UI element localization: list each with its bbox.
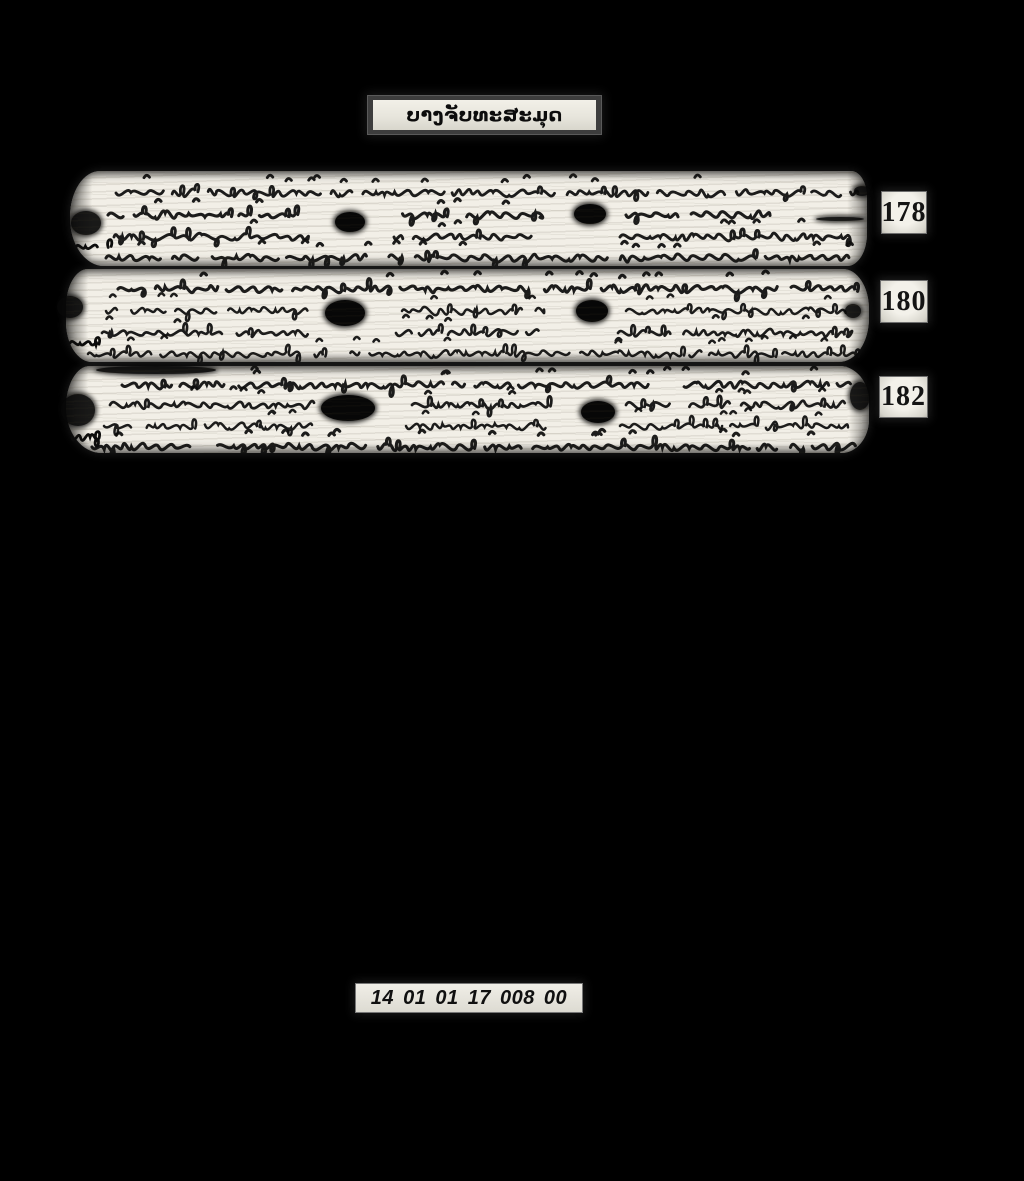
handwritten-text-line-3 [114, 219, 850, 247]
margin-numeral-mark [70, 338, 100, 346]
binding-hole [335, 212, 365, 232]
manuscript-leaf-180 [66, 269, 869, 362]
handwritten-text [70, 171, 867, 266]
page-number-text: 178 [881, 196, 927, 228]
edge-ink-mark [845, 304, 861, 318]
page-number-tag-180 [880, 280, 928, 323]
handwritten-text [66, 269, 869, 362]
manuscript-leaf-182 [66, 366, 869, 453]
catalog-number-text: 14 01 01 17 008 00 [370, 986, 568, 1009]
edge-ink-mark [57, 296, 83, 318]
edge-ink-mark [96, 366, 216, 374]
edge-ink-mark [816, 217, 864, 221]
handwritten-text-line-3 [104, 408, 848, 435]
binding-hole [574, 204, 606, 224]
handwritten-text-line-1 [122, 367, 851, 397]
edge-ink-mark [850, 382, 870, 410]
handwritten-text-line-1 [116, 175, 858, 201]
catalog-number-label [355, 983, 583, 1013]
page-number-tag-178 [881, 191, 927, 234]
page-number-text: 182 [881, 381, 926, 412]
handwritten-text-line-2 [108, 199, 770, 225]
handwritten-text [66, 366, 869, 453]
page-number-tag-182 [879, 376, 928, 418]
binding-hole [576, 300, 608, 322]
handwritten-text-line-3 [102, 315, 852, 337]
title-label-text: ບາງຈັບທະສະມຸດ [406, 104, 563, 126]
binding-hole [321, 395, 375, 421]
handwritten-text-line-1 [118, 271, 858, 301]
edge-ink-mark [71, 211, 101, 235]
margin-numeral-mark [72, 432, 100, 447]
page-number-text: 180 [881, 285, 927, 317]
edge-ink-mark [61, 394, 95, 426]
title-label-plate [373, 100, 596, 130]
binding-hole [325, 300, 365, 326]
title-label [367, 95, 602, 135]
edge-ink-mark [854, 186, 870, 196]
margin-numeral-mark [76, 240, 112, 249]
binding-hole [581, 401, 615, 423]
handwritten-text-line-4 [88, 336, 859, 362]
manuscript-leaf-178 [70, 171, 867, 266]
handwritten-text-line-4 [92, 429, 855, 453]
